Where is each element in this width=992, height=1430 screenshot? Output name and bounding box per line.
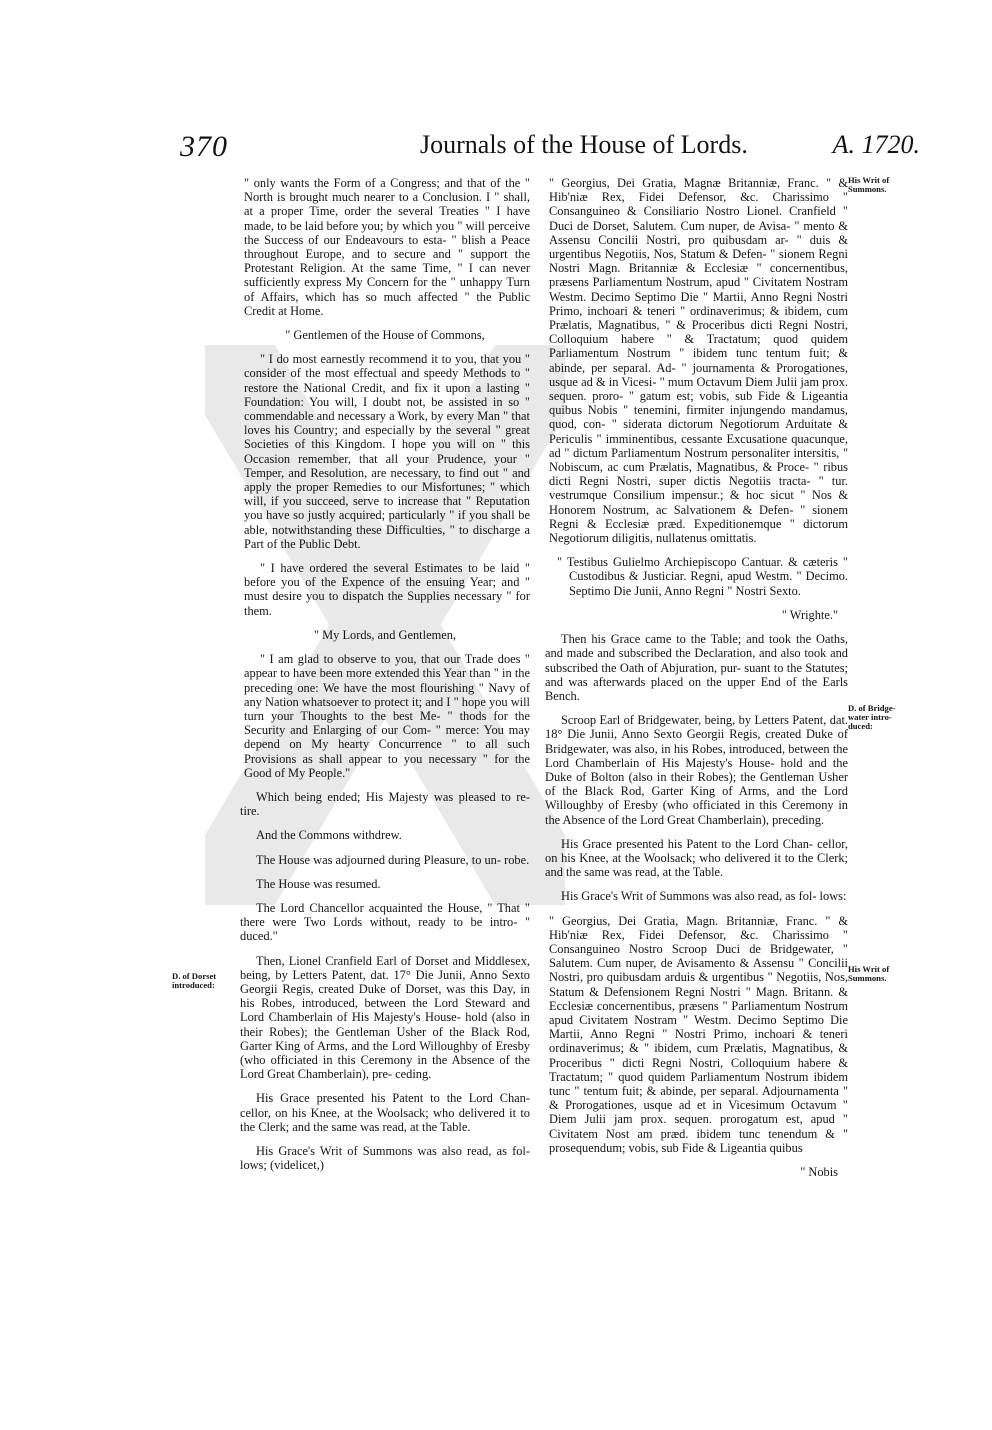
writ-paragraph: " Georgius, Dei Gratia, Magn. Britanniæ, Franc. " & Hib'niæ Rex, Fidei Defensor, &c. Charissimo " Consanguineo Nostro Scroop Duci de Bridgewater, " Salutem. Cum nuper, de Avisamento & Assensu " Concilii Nostri, pro quibusdam arduis & urgentibus " Negotiis, Nos, Statum & Defensionem Regni Nostri " Magn. Britann. & Ecclesiæ concernentibus, præsens " Parliamentum Nostrum apud Civitatem Nostram " Westm. Decimo Septimo Die Martii, Anno Regni " Nostri Primo, inchoari & teneri ordinaverimus; & " ibidem, cum Prælatis, Magnatibus, & Proceribus " dicti Regni Nostri, Colloquium habere & Tractatum; " quod quidem Parliamentum Nostrum ibidem tunc " tentum fuit; & abinde, per separal. Adjournamenta " & Prorogationes, usque ad et in Vicesimum Octavum " Diem Julii jam prox. sequen. prorogatum est, apud " Civitatem Nost am præd. ibidem tunc tenendum & " prosequendum; vobis, sub Fide & Ligeantia quibus <box>549 913 848 1155</box>
journal-paragraph: The House was adjourned during Pleasure, to un- robe. <box>256 852 530 867</box>
page-number: 370 <box>180 130 228 163</box>
journal-paragraph: His Grace presented his Patent to the Lord Chan- cellor, on his Knee, at the Woolsack; who delivered it to the Clerk; and the same was read, at the Table. <box>240 1091 530 1134</box>
journal-paragraph: And the Commons withdrew. <box>256 828 402 843</box>
page-header <box>180 130 920 170</box>
writ-signature: " Wrighte." <box>781 607 838 622</box>
speech-heading: " Gentlemen of the House of Commons, <box>285 328 485 343</box>
speech-paragraph: " I am glad to observe to you, that our Trade does " appear to have been more extended this Year than " in the preceding one: We have the most flourishing " Navy of any Nation whatsoever to protect it; and I " hope you will turn your Thoughts to the best Me- " thods for the Security and Enlarging of our Com- " merce: You may depend on My hearty Concurrence " to all such Provisions as shall appear to you necessary " for the Good of My People." <box>244 652 530 780</box>
journal-paragraph: The House was resumed. <box>256 876 381 891</box>
margin-note-bridgewater: D. of Bridge- water intro- duced: <box>848 703 896 731</box>
catchword: " Nobis <box>800 1165 838 1179</box>
speech-paragraph: " only wants the Form of a Congress; and that of the " North is brought much nearer to a Conclusion. I " shall, at a proper Time, order the several Treaties " I have made, to be laid before you; by which you " will perceive the Success of our Endeavours to esta- " blish a Peace throughout Europe, and to secure and " support the Protestant Religion. At the same Time, " I can never sufficiently express My Concern for the " unhappy Turn of Affairs, which has so much affected " the Public Credit at Home. <box>244 176 530 318</box>
journal-paragraph: His Grace presented his Patent to the Lord Chan- cellor, on his Knee, at the Woolsack; who delivered it to the Clerk; and the same was read, at the Table. <box>545 836 848 880</box>
writ-paragraph: " Georgius, Dei Gratia, Magnæ Britanniæ, Franc. " & Hib'niæ Rex, Fidei Defensor, &c. Charissimo " Consanguineo & Consiliario Nostro Lionel. Cranfield " Duci de Dorset, Salutem. Cum nuper, de Avisa- " mento & Assensu Concilii Nostri, pro quibusdam ar- " duis & urgentibus Negotiis, Nos, Statum & Defen- " sionem Regni Nostri Magn. Britanniæ & Ecclesiæ " concernentibus, præsens Parliamentum Nostrum, apud " Civitatem Nostram Westm. Decimo Septimo Die " Martii, Anno Regni Nostri Primo, inchoari & teneri " ordinaverimus; & ibidem, cum Prælatis, Magnatibus, " & Proceribus dicti Regni Nostri, Colloquium habere " & Tractatum; quod quidem Parliamentum Nostrum " ibidem tunc tentum fuit; & abinde, per separal. Ad- " journamenta & Prorogationes, usque ad & in Vicesi- " mum Octavum Diem Julii jam prox. sequen. proro- " gatum est; vobis, sub Fide & Ligeantia quibus Nobis " tenemini, firmiter injungendo mandamus, quod, con- " siderata dictorum Negotiorum Arduitate & Periculis " imminentibus, cessante Excusatione quacunque, ad " dictum Parliamentum Nostrum personaliter intersitis, " Nobiscum, ac cum Prælatis, Magnatibus, & Proce- " ribus dicti Regni Nostri, super dictis Negotiis tracta- " tur. vestrumque Consilium impensur.; & hoc sicut " Nos & Honorem Nostrum, ac Salvationem & Defen- " sionem Regni & Ecclesiæ præd. Expeditionemque " dictorum Negotiorum diligitis, nullatenus omittatis. <box>549 176 848 546</box>
speech-paragraph: " I do most earnestly recommend it to you, that you " consider of the most effectual and speedy Methods to " restore the National Credit, and fix it upon a lasting " Foundation: You will, I doubt not, be assisted in so " commendable and necessary a Work, by every Man " that loves his Country; and especially by the several " great Societies of this Kingdom. I hope you will on " this Occasion remember, that all your Prudence, your " Temper, and Resolution, are necessary, to find out " and apply the proper Remedies to our Misfortunes; " which will, if you succeed, serve to increase that " Reputation you have so justly acquired; particularly " if you shall be able, notwithstanding these Difficulties, " to discharge a Part of the Public Debt. <box>244 352 530 551</box>
journal-paragraph: The Lord Chancellor acquainted the House, " That " there were Two Lords without, ready to be intro- " duced." <box>240 900 530 944</box>
margin-note-dorset: D. of Dorset introduced: <box>172 971 217 990</box>
margin-note-writ: His Writ of Summons. <box>848 964 890 983</box>
speech-heading: " My Lords, and Gentlemen, <box>313 627 456 642</box>
page-year: A. 1720. <box>832 130 920 159</box>
page-title: Journals of the House of Lords. <box>420 130 748 159</box>
journal-paragraph: Which being ended; His Majesty was pleased to re- tire. <box>240 789 530 819</box>
journal-paragraph: Scroop Earl of Bridgewater, being, by Letters Patent, dat. 18° Die Junii, Anno Sexto Georgii Regis, created Duke of Bridgewater, was also, in his Robes, introduced, between the Lord Chamberlain of His Majesty's House- hold and the Duke of Bolton (also in their Robes); the Gentleman Usher of the Black Rod, Garter King of Arms, and the Lord Willoughby of Eresby (who officiated in this Ceremony in the Absence of the Lord Great Chamberlain), preceding. <box>545 713 848 827</box>
journal-paragraph: His Grace's Writ of Summons was also read, as fol- lows: <box>561 889 847 904</box>
journal-paragraph: Then his Grace came to the Table; and took the Oaths, and made and subscribed the Declaration, and also took and subscribed the Oath of Abjuration, pur- suant to the Statutes; and was afterwards placed on the upper End of the Earls Bench. <box>545 632 848 703</box>
left-column <box>240 176 530 1182</box>
journal-paragraph: His Grace's Writ of Summons was also read, as fol- lows; (videlicet,) <box>240 1143 530 1173</box>
writ-attestation: " Testibus Gulielmo Archiepiscopo Cantuar. & cæteris " Custodibus & Justiciar. Regni, apud Westm. " Decimo. Septimo Die Junii, Anno Regni " Nostri Sexto. <box>557 555 848 598</box>
right-column <box>545 176 848 1189</box>
speech-paragraph: " I have ordered the several Estimates to be laid " before you of the Expence of the ensuing Year; and " must desire you to dispatch the Supplies necessary " for them. <box>244 561 530 618</box>
journal-paragraph: Then, Lionel Cranfield Earl of Dorset and Middlesex, being, by Letters Patent, dat. 17° Die Junii, Anno Sexto Georgii Regis, created Duke of Dorset, was this Day, in his Robes, introduced, between the Lord Steward and Lord Chamberlain of His Majesty's House- hold (also in their Robes); the Gentleman Usher of the Black Rod, Garter King of Arms, and the Lord Willoughby of Eresby (who officiated in this Ceremony in the Absence of the Lord Great Chamberlain), pre- ceding. <box>240 953 530 1082</box>
margin-note-writ: His Writ of Summons. <box>848 175 890 194</box>
